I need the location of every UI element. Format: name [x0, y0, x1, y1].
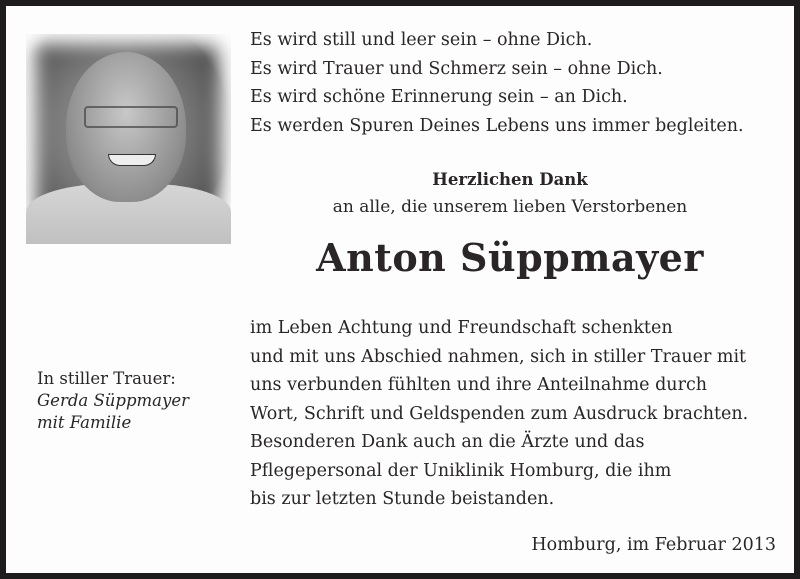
mourner-name: Gerda Süppmayer: [37, 391, 189, 410]
mourners-block: [37, 368, 189, 434]
thanks-subheading: an alle, die unserem lieben Verstorbenen: [332, 197, 688, 217]
poem-line: Es wird Trauer und Schmerz sein – ohne Dich.: [250, 58, 663, 79]
place-date: Homburg, im Februar 2013: [531, 535, 776, 555]
body-line: Besonderen Dank auch an die Ärzte und das: [250, 432, 645, 452]
poem: [250, 26, 744, 140]
thanks-heading: Herzlichen Dank: [432, 170, 588, 189]
body-line: bis zur letzten Stunde beistanden.: [250, 489, 555, 509]
poem-line: Es wird schöne Erinnerung sein – an Dich.: [250, 87, 628, 107]
photo-smile: [108, 154, 156, 166]
poem-line: Es wird still und leer sein – ohne Dich.: [250, 30, 593, 50]
body-line: uns verbunden fühlten und ihre Anteilnahme durch: [250, 375, 708, 395]
photo-glasses: [84, 106, 178, 128]
portrait-photo: [26, 34, 231, 244]
body-line: im Leben Achtung und Freundschaft schenkten: [250, 318, 673, 338]
deceased-name: Anton Süppmayer: [316, 235, 704, 280]
body-line: Pflegepersonal der Uniklinik Homburg, die ihm: [250, 460, 672, 481]
poem-line: Es werden Spuren Deines Lebens uns immer begleiten.: [250, 115, 744, 136]
mourner-family: mit Familie: [37, 413, 132, 432]
thanks-body: [250, 314, 748, 514]
body-line: Wort, Schrift und Geldspenden zum Ausdruck brachten.: [250, 403, 749, 424]
body-line: und mit uns Abschied nahmen, sich in stiller Trauer mit: [250, 346, 747, 367]
mourners-label: In stiller Trauer:: [37, 369, 176, 388]
